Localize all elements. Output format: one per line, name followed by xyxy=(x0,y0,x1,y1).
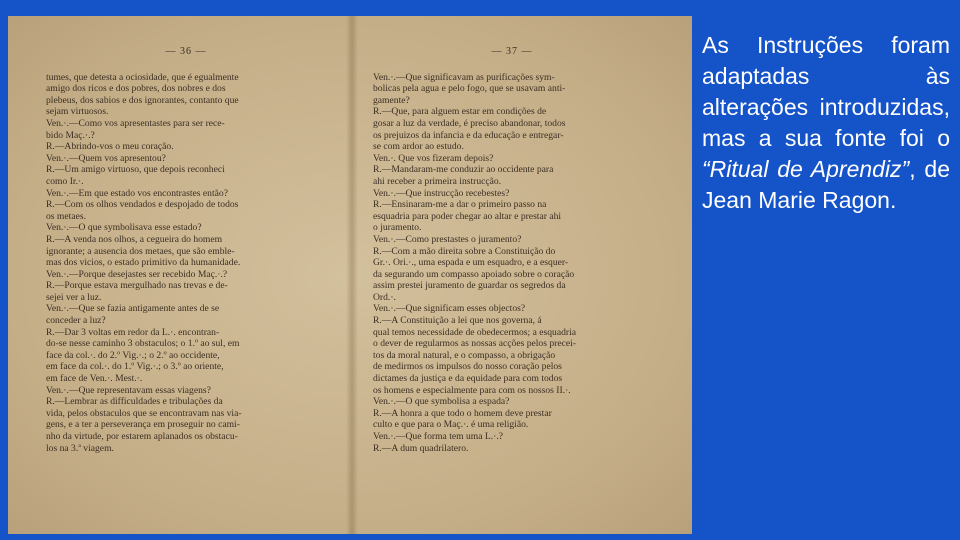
left-page-text xyxy=(46,72,326,455)
text-line: sejam virtuosos. xyxy=(46,106,109,118)
text-line: o juramento. xyxy=(373,222,422,234)
text-line: se com ardor ao estudo. xyxy=(373,141,464,153)
left-page-number: — 36 — xyxy=(165,46,207,57)
text-line: qual temos necessidade de obedecermos; a esquadria xyxy=(373,326,576,338)
text-line: R.—A venda nos olhos, a cegueira do homem xyxy=(46,233,223,245)
text-line: R.—Ensinaram-me a dar o primeiro passo na xyxy=(373,199,547,211)
text-line: R.—Abrindo-vos o meu coração. xyxy=(46,141,174,153)
text-line: em face da col.·. do 1.º Vig.·.; o 3.º ao oriente, xyxy=(46,361,224,373)
text-line: vida, pelos obstaculos que se encontravam nas via- xyxy=(46,407,242,419)
text-line: R.—Com os olhos vendados e despojado de todos xyxy=(46,199,239,211)
text-line: mas dos vicios, o estado primitivo da humanidade. xyxy=(46,257,241,269)
text-line: R.—Um amigo virtuoso, que depois reconheci xyxy=(46,164,225,176)
text-line: tumes, que detesta a ociosidade, que é egualmente xyxy=(46,71,239,83)
text-line: Ven.·.—Como vos apresentastes para ser rece- xyxy=(46,117,225,129)
text-line: R.—Lembrar as difficuldades e tribulações da xyxy=(46,396,223,408)
text-line: Ven.·. Que vos fizeram depois? xyxy=(373,152,494,164)
text-line: R.—A honra a que todo o homem deve prestar xyxy=(373,407,552,419)
text-line: Ven.·.—Que forma tem uma L.·.? xyxy=(373,431,504,442)
text-line: Ven.·.—Que representavam essas viagens? xyxy=(46,384,211,396)
text-line: R.—A Constituição a lei que nos governa, á xyxy=(373,315,542,327)
text-line: plebeus, dos sabios e dos ignorantes, contanto que xyxy=(46,94,239,106)
text-line: bolicas pela agua e pelo fogo, que se usavam anti- xyxy=(373,83,566,95)
text-line: R.—A dum quadrilatero. xyxy=(373,442,469,454)
text-line: Ven.·.—O que symbolisa a espada? xyxy=(373,396,510,408)
text-line: ahi receber a primeira instrucção. xyxy=(373,175,502,187)
text-line: face da col.·. do 2.º Vig.·.; o 2.º ao occidente, xyxy=(46,349,220,361)
text-line: ignorante; a ausencia dos metaes, que são emble- xyxy=(46,245,235,257)
text-line: assim prestei juramento de guardar os segredos da xyxy=(373,280,566,292)
text-line: esquadria para poder chegar ao altar e prestar ahi xyxy=(373,210,562,222)
caption-ritual-title: “Ritual de Aprendiz” xyxy=(702,156,910,182)
text-line: os homens e especialmente para com os nossos II.·. xyxy=(373,384,571,396)
text-line: amigo dos ricos e dos pobres, dos nobres e dos xyxy=(46,83,226,95)
text-line: Ven.·.—Como prestastes o juramento? xyxy=(373,233,522,245)
text-line: los na 3.ª viagem. xyxy=(46,442,114,454)
text-line: R.—Com a mão direita sobre a Constituição do xyxy=(373,245,556,257)
right-page xyxy=(373,16,651,534)
text-line: nho da virtude, por estarem aplanados os obstacu- xyxy=(46,431,238,442)
book-gutter xyxy=(346,16,358,534)
right-page-text xyxy=(373,72,651,455)
text-line: R.—Porque estava mergulhado nas trevas e de- xyxy=(46,280,228,292)
left-page xyxy=(46,16,326,534)
caption-text-end: , de Jean Marie Ragon. xyxy=(702,156,950,213)
book-scan-image xyxy=(8,16,692,534)
text-line: sejei ver a luz. xyxy=(46,291,102,303)
text-line: conceder a luz? xyxy=(46,315,106,327)
text-line: Ven.·.—Que instrucção recebestes? xyxy=(373,187,510,199)
text-line: Ord.·. xyxy=(373,291,396,303)
slide-caption xyxy=(702,30,950,216)
text-line: do-se nesse caminho 3 obstaculos; o 1.º ao sul, em xyxy=(46,338,240,350)
text-line: culto e que para o Maç.·. é uma religião. xyxy=(373,419,529,431)
text-line: Ven.·.—Que significavam as purificações sym- xyxy=(373,71,555,83)
text-line: os metaes. xyxy=(46,210,86,222)
text-line: tos da moral natural, e o compasso, a obrigação xyxy=(373,349,556,361)
text-line: os prejuizos da infancia e da educação e entregar- xyxy=(373,129,564,141)
text-line: gamente? xyxy=(373,94,410,106)
text-line: Ven.·.—Em que estado vos encontrastes então? xyxy=(46,187,228,199)
text-line: como Ir.·. xyxy=(46,175,84,187)
text-line: Ven.·.—O que symbolisava esse estado? xyxy=(46,222,202,234)
right-page-number: — 37 — xyxy=(491,46,533,57)
text-line: gosar a luz da verdade, é preciso abandonar, todos xyxy=(373,117,566,129)
text-line: Ven.·.—Porque desejastes ser recebido Maç.·.? xyxy=(46,268,228,280)
text-line: R.—Que, para alguem estar em condições de xyxy=(373,106,547,118)
text-line: o dever de regularmos as nossas acções pelos precei- xyxy=(373,338,576,350)
text-line: em face de Ven.·. Mest.·. xyxy=(46,373,143,385)
text-line: R.—Dar 3 voltas em redor da L.·. encontran- xyxy=(46,326,220,338)
text-line: de medirmos os impulsos do nosso coração pelos xyxy=(373,361,562,373)
text-line: R.—Mandaram-me conduzir ao occidente para xyxy=(373,164,554,176)
text-line: da segurando um compasso apoiado sobre o coração xyxy=(373,268,575,280)
text-line: Ven.·.—Que significam esses objectos? xyxy=(373,303,526,315)
caption-text: As Instruções foram adaptadas às alterações introduzidas, mas a sua fonte foi o xyxy=(702,32,950,151)
text-line: Gr.·. Ori.·., uma espada e um esquadro, e a esquer- xyxy=(373,257,569,269)
text-line: bido Maç.·.? xyxy=(46,129,95,141)
text-line: gens, e a ter a perseverança em proseguir no cami- xyxy=(46,419,240,431)
text-line: dictames da justiça e da equidade para com todos xyxy=(373,373,563,385)
text-line: Ven.·.—Quem vos apresentou? xyxy=(46,152,166,164)
text-line: Ven.·.—Que se fazia antigamente antes de se xyxy=(46,303,220,315)
